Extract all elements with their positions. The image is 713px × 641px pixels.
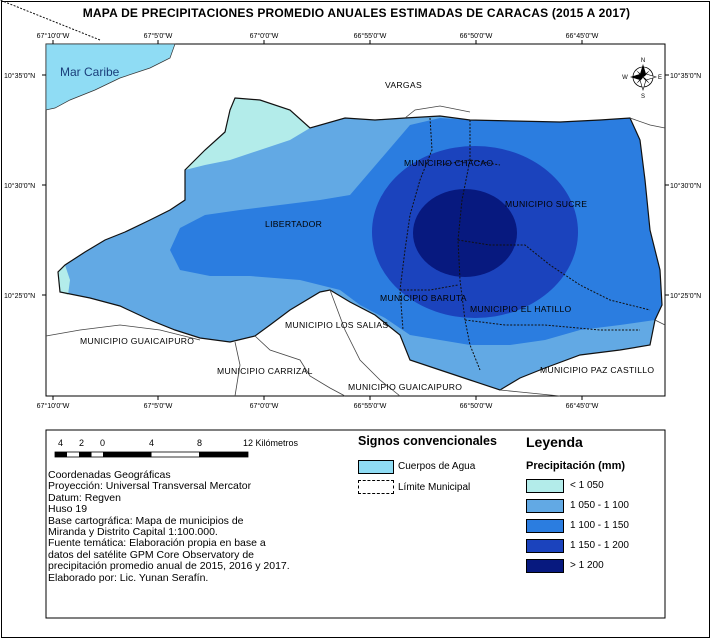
label-baruta: MUNICIPIO BARUTA [380,293,467,303]
label-sucre: MUNICIPIO SUCRE [505,199,588,209]
legend-class-label: 1 100 - 1 150 [570,520,629,531]
grid-label-bottom: 67°10'0"W [36,403,70,410]
grid-label-top: 67°5'0"W [143,33,173,40]
legend-class-label: < 1 050 [570,480,604,491]
grid-label-left: 10°25'0"N [4,293,36,300]
scale-bar [55,452,248,457]
boundary-label: Límite Municipal [398,482,471,493]
grid-label-right: 10°35'0"N [670,73,702,80]
label-chacao: MUNICIPIO CHACAO [404,158,494,168]
label-los-salias: MUNICIPIO LOS SALIAS [285,320,389,330]
legend-swatch [526,499,564,513]
grid-label-top: 66°45'0"W [565,33,599,40]
legend-swatch [526,519,564,533]
compass-s: S [640,94,646,100]
grid-label-right: 10°30'0"N [670,183,702,190]
compass-n: N [640,58,646,64]
legend-class-label: 1 150 - 1 200 [570,540,629,551]
label-carrizal: MUNICIPIO CARRIZAL [217,366,313,376]
grid-label-bottom: 66°55'0"W [353,403,387,410]
grid-label-top: 66°50'0"W [459,33,493,40]
legend-class-label: 1 050 - 1 100 [570,500,629,511]
legend-swatch [526,559,564,573]
scale-tick-2: 2 [79,438,85,448]
scale-tick-4w: 4 [58,438,64,448]
label-sea: Mar Caribe [60,65,120,79]
grid-label-top: 66°55'0"W [353,33,387,40]
compass-e: E [657,75,663,81]
grid-label-bottom: 66°45'0"W [565,403,599,410]
scale-tick-0: 0 [100,438,106,448]
map-metadata: Coordenadas Geográficas Proyección: Universal Transversal Mercator Datum: Regven Huso 19 Base cartográfica: Mapa de municipios de Miranda y Distrito Capital 1:100.000. Fuente temática: Elaboración propia en base a datos del satélite GPM Core Observatory de precipitación promedio anual de 2015, 2016 y 2017. Elaborado por: Lic. Yunan Serafín. [48,469,290,584]
grid-label-bottom: 66°50'0"W [459,403,493,410]
grid-label-top: 67°0'0"W [249,33,279,40]
legend-heading: Leyenda [526,434,583,450]
grid-label-left: 10°35'0"N [4,73,36,80]
label-paz-castillo: MUNICIPIO PAZ CASTILLO [540,365,655,375]
label-guaicaipuro-s: MUNICIPIO GUAICAIPURO [348,382,463,392]
legend-swatch [526,539,564,553]
grid-label-bottom: 67°0'0"W [249,403,279,410]
legend-swatch [526,479,564,493]
precip-zone-gt1200 [413,189,517,277]
grid-label-right: 10°25'0"N [670,293,702,300]
grid-label-bottom: 67°5'0"W [143,403,173,410]
legend-class-label: > 1 200 [570,560,604,571]
signos-heading: Signos convencionales [358,434,497,448]
boundary-swatch [358,480,394,494]
water-swatch [358,460,394,474]
scale-tick-4: 4 [149,438,155,448]
label-vargas: VARGAS [385,80,422,90]
label-guaicaipuro-w: MUNICIPIO GUAICAIPURO [80,336,195,346]
water-label: Cuerpos de Agua [398,461,476,472]
compass-w: W [622,75,628,81]
map-title: MAPA DE PRECIPITACIONES PROMEDIO ANUALES ESTIMADAS DE CARACAS (2015 A 2017) [82,6,631,20]
label-hatillo: MUNICIPIO EL HATILLO [470,304,572,314]
label-libertador: LIBERTADOR [265,219,323,229]
legend-subheading: Precipitación (mm) [526,460,626,472]
scale-tick-8: 8 [197,438,203,448]
grid-label-top: 67°10'0"W [36,33,70,40]
scale-tick-12: 12 Kilómetros [243,438,299,448]
grid-label-left: 10°30'0"N [4,183,36,190]
